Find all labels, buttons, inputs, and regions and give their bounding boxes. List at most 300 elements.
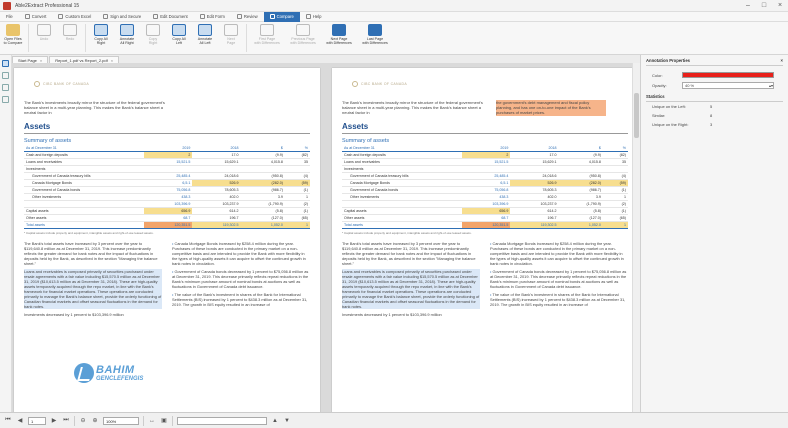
- cell: 17.0: [192, 151, 240, 158]
- row-label: Loans and receivables: [342, 158, 462, 165]
- menu-convert[interactable]: [19, 12, 53, 22]
- menu-edit-document[interactable]: [147, 12, 193, 22]
- cell: 526.9: [192, 179, 240, 186]
- next-page-diff-icon: [332, 24, 346, 36]
- intro-paragraph: The Bank's investments broadly mirror the structure of the federal government's balance sheet in a multi-year planning. This makes the Bank's balance sheet a neutral factor in: [24, 100, 165, 116]
- search-next-icon[interactable]: ▼: [284, 417, 290, 424]
- cell: 68.7: [144, 214, 192, 221]
- statistics-title-text: Statistics: [646, 94, 665, 99]
- stat-row: [652, 120, 783, 129]
- next-page-button[interactable]: [219, 24, 243, 45]
- cell: 25,485.4: [144, 172, 192, 179]
- document-tabs: [12, 55, 640, 63]
- stat-row: [652, 102, 783, 111]
- bullet-paragraph: • Government of Canada bonds decreased by 1 percent to $75,056.8 million as at December 31, 2019. This decrease primarily reflects repeat reductions in the Bank's minimum purchase amount of nominal bonds at auctions as well as fluctuations in Government of Canada debt issuance.: [490, 269, 628, 289]
- row-label: Cash and foreign deposits: [342, 151, 462, 158]
- table-header-cell: %: [285, 145, 310, 152]
- right-document-page: [332, 68, 638, 412]
- table-row: [342, 214, 628, 221]
- bank-logo: [34, 80, 310, 88]
- table-header-cell: 2019: [144, 145, 192, 152]
- table-row: [342, 193, 628, 200]
- color-swatch[interactable]: [682, 72, 774, 78]
- page-number-field[interactable]: 1: [28, 417, 46, 425]
- tab-start-page[interactable]: [12, 56, 48, 63]
- cell: (82): [603, 151, 628, 158]
- last-page-icon[interactable]: ⏭: [63, 417, 69, 423]
- cell: 3.9: [241, 193, 285, 200]
- table-header-cell: %: [603, 145, 628, 152]
- minimize-icon[interactable]: –: [746, 1, 750, 9]
- cell: (127.0): [241, 214, 285, 221]
- next-page-icon[interactable]: ▶: [51, 418, 57, 424]
- summary-heading: Summary of assets: [342, 137, 390, 144]
- table-row: [24, 214, 310, 221]
- row-label: Other investments: [24, 193, 144, 200]
- row-label: Loans and receivables: [24, 158, 144, 165]
- cell: 656.9: [144, 207, 192, 214]
- bank-logo-text: CIBC BANK OF CANADA: [361, 82, 407, 86]
- row-label: Cash and foreign deposits: [24, 151, 144, 158]
- row-label: Other assets: [342, 214, 462, 221]
- table-header-cell: 2018: [192, 145, 240, 152]
- table-header-cell: 2018: [510, 145, 558, 152]
- table-row: [24, 179, 310, 186]
- cell: (65): [285, 214, 310, 221]
- cell: 119,302.5: [510, 221, 558, 228]
- body-column-right: [490, 241, 628, 320]
- cell: 15,521.5: [462, 158, 510, 165]
- cell: 1: [285, 193, 310, 200]
- undo-button[interactable]: [32, 24, 56, 41]
- cell: [285, 165, 310, 172]
- excel-icon: [58, 14, 63, 19]
- status-divider: [143, 416, 144, 426]
- copy-all-left-icon: [172, 24, 186, 36]
- spinner-arrows-icon[interactable]: ▴▾: [768, 82, 773, 88]
- row-label: Canada Mortgage Bonds: [24, 179, 144, 186]
- title-bar: [0, 0, 788, 12]
- cell: 196.7: [510, 214, 558, 221]
- statistics-title: [646, 94, 783, 102]
- stat-label: Similar:: [652, 113, 666, 118]
- zoom-in-icon[interactable]: ⊕: [92, 418, 98, 424]
- undo-label: Undo: [39, 37, 49, 41]
- form-icon: [200, 14, 205, 19]
- color-label: Color:: [652, 72, 663, 78]
- cell: 75,056.8: [462, 186, 510, 193]
- cell: (1,790.9): [241, 200, 285, 207]
- watermark-line2: GENCLEFENGIS: [96, 376, 144, 382]
- prev-page-diff-button[interactable]: [286, 24, 320, 45]
- cell: 25,485.4: [462, 172, 510, 179]
- stat-row: [652, 111, 783, 120]
- attachments-icon[interactable]: [2, 96, 9, 103]
- body-paragraph: Loans and receivables is composed primarily of securities purchased under resale agreements with a fair value including $15,570.5 million as at December 31, 2019 ($10,613.5 million as at December 31, 2018). These are high-quality assets temporarily acquired through the repo market, in line with the Bank's framework for financial market operations. These operations are conducted primarily to manage the Bank's balance sheet, provide the orderly functioning of Canadian financial markets and offset seasonal fluctuations in the demand for bank notes.: [342, 268, 480, 309]
- cell: 120,351.5: [144, 221, 192, 228]
- row-label: Government of Canada bonds: [24, 186, 144, 193]
- body-paragraph: The Bank's total assets have increased by 3 percent over the year to $119,640.8 million as at December 31, 2019. This increase predominantly reflects the greater demand for bank notes and the impact of fluctuations in deposits held by the Bank, as described in the section "Managing the balance sheet.": [24, 240, 158, 266]
- panel-close-icon[interactable]: ×: [780, 58, 783, 63]
- cell: 1,052.0: [241, 221, 285, 228]
- redo-button[interactable]: [58, 24, 82, 41]
- sign-icon: [103, 14, 108, 19]
- search-field[interactable]: [177, 417, 267, 425]
- intro-highlight-difference[interactable]: the government's debt management and fiscal policy planning, and has one on-to-one impact of the Bank's purchases of market prices.: [496, 100, 606, 116]
- cell: 196.7: [192, 214, 240, 221]
- menu-sign-secure-label: Sign and Secure: [110, 13, 142, 19]
- cell: (5.8): [241, 207, 285, 214]
- bullet-paragraph: • Canada Mortgage Bonds increased by $258.4 million during the year. Purchases of these bonds are conducted in the primary market on a non-competitive basis and are intended to provide the Bank with more flexibility in the types of high-quality assets it can acquire to offset the continued growth in bank notes in circulation.: [172, 241, 310, 266]
- cell: 15,521.5: [144, 158, 192, 165]
- opacity-spinbox[interactable]: [682, 82, 774, 89]
- menu-convert-label: Convert: [31, 13, 47, 19]
- cell: (1): [285, 207, 310, 214]
- row-label: Government of Canada treasury bills: [342, 172, 462, 179]
- panel-title: [646, 58, 783, 66]
- cell: 3.9: [559, 193, 603, 200]
- last-page-diff-label: Last Page with Differences: [362, 37, 388, 46]
- cell: (950.8): [559, 172, 603, 179]
- convert-icon: [25, 14, 30, 19]
- table-row: [24, 186, 310, 193]
- cell: (1): [603, 207, 628, 214]
- copy-all-right-icon: [94, 24, 108, 36]
- cell: 1,052.0: [559, 221, 603, 228]
- menu-help-label: Help: [312, 13, 322, 19]
- previous-page-icon[interactable]: ◀: [17, 418, 23, 424]
- assets-table: [342, 145, 628, 229]
- cell: 1: [603, 193, 628, 200]
- cell: 1: [285, 221, 310, 228]
- body-paragraph: Investments decreased by 1 percent to $103,396.9 million: [342, 311, 442, 317]
- open-files-button[interactable]: [1, 24, 25, 45]
- edit-document-icon: [153, 14, 158, 19]
- cell: 75,056.8: [144, 186, 192, 193]
- menu-bar: [0, 12, 788, 22]
- menu-file[interactable]: [0, 12, 19, 22]
- zoom-out-icon[interactable]: ⊖: [80, 418, 86, 424]
- next-page-diff-button[interactable]: [322, 24, 356, 45]
- watermark-line1: BAHIM: [96, 364, 135, 376]
- cell: 614.2: [510, 207, 558, 214]
- cell: 402.0: [192, 193, 240, 200]
- cell: 1: [603, 221, 628, 228]
- vertical-scrollbar[interactable]: [632, 63, 640, 412]
- cell: [144, 165, 192, 172]
- cell: [559, 165, 603, 172]
- table-row: [24, 165, 310, 172]
- cell: [192, 165, 240, 172]
- cell: [462, 165, 510, 172]
- table-header-cell: 2019: [462, 145, 510, 152]
- previous-page-icon: [296, 24, 310, 36]
- status-divider: [74, 416, 75, 426]
- intro-block: [342, 100, 628, 116]
- bullet-paragraph: • Canada Mortgage Bonds increased by $258.4 million during the year. Purchases of these bonds are conducted in the primary market on a non-competitive basis and are intended to provide the Bank with more flexibility in the types of high-quality assets it can acquire to offset the continued growth in bank notes in circulation.: [490, 241, 628, 266]
- cell: 6,5.1: [462, 179, 510, 186]
- table-total-row: [24, 221, 310, 228]
- annotate-all-right-icon: [120, 24, 134, 36]
- table-total-row: [342, 221, 628, 228]
- ribbon-divider: [246, 24, 247, 52]
- stat-label: Unique on the Right:: [652, 122, 689, 127]
- stat-label: Unique on the Left:: [652, 104, 686, 109]
- window-title: Able2Extract Professional 15: [15, 2, 80, 9]
- summary-heading: Summary of assets: [24, 137, 72, 144]
- cell: 78,605.3: [192, 186, 240, 193]
- status-divider: [172, 416, 173, 426]
- watermark-logo: [74, 363, 143, 383]
- cell: (82): [285, 151, 310, 158]
- body-column-right: [172, 241, 310, 320]
- redo-label: Redo: [65, 37, 75, 41]
- panel-title-text: Annotation Properties: [646, 58, 690, 63]
- stat-value: 5: [710, 104, 713, 109]
- first-page-icon[interactable]: ⏮: [5, 417, 11, 423]
- cell: (986.7): [241, 186, 285, 193]
- intro-paragraph: The Bank's investments broadly mirror the structure of the federal government's balance sheet in a multi-year planning. This makes the Bank's balance sheet a neutral factor in: [342, 100, 483, 116]
- help-icon: [306, 14, 311, 19]
- compare-document-area: [12, 63, 640, 412]
- table-header-cell: As at December 31: [342, 145, 462, 152]
- color-row: [652, 70, 783, 80]
- cell: 15,629.1: [510, 158, 558, 165]
- cell: 2: [462, 151, 510, 158]
- table-row: [24, 172, 310, 179]
- bank-seal-icon: [352, 81, 358, 87]
- menu-review-label: Review: [243, 13, 258, 19]
- table-row: [24, 151, 310, 158]
- menu-file-label: File: [6, 13, 13, 19]
- compare-icon: [270, 14, 275, 19]
- bank-logo-text: CIBC BANK OF CANADA: [43, 82, 89, 86]
- row-label: [342, 200, 462, 207]
- cell: 24,018.6: [510, 172, 558, 179]
- cell: [603, 165, 628, 172]
- open-files-label: Open Files to Compare: [3, 37, 23, 46]
- cell: 17.0: [510, 151, 558, 158]
- menu-review[interactable]: [231, 12, 264, 22]
- ribbon-toolbar: [0, 22, 788, 55]
- row-label: Canada Mortgage Bonds: [342, 179, 462, 186]
- cell: (1): [603, 186, 628, 193]
- cell: (9.9): [241, 151, 285, 158]
- table-row: [24, 158, 310, 165]
- watermark-text: [96, 364, 143, 382]
- cell: 103,237.9: [192, 200, 240, 207]
- copy-all-right-label: Copy All Right: [94, 37, 108, 46]
- menu-edit-form[interactable]: [194, 12, 231, 22]
- bullet-paragraph: • Government of Canada bonds decreased by 1 percent to $75,056.8 million as at December 31, 2019. This decrease primarily reflects repeat reductions in the Bank's minimum purchase amount of nominal bonds at auctions as well as fluctuations in Government of Canada debt issuance.: [172, 269, 310, 289]
- last-page-diff-icon: [368, 24, 382, 36]
- table-row: [342, 179, 628, 186]
- cell: 2: [144, 151, 192, 158]
- search-previous-icon[interactable]: ▲: [272, 417, 278, 424]
- cell: 120,351.5: [462, 221, 510, 228]
- prev-page-diff-label: Previous Page with Differences: [290, 37, 316, 46]
- copy-right-button[interactable]: [141, 24, 165, 45]
- cell: (5.8): [559, 207, 603, 214]
- cell: [510, 165, 558, 172]
- row-label: Government of Canada bonds: [342, 186, 462, 193]
- next-page-label: Next Page: [226, 37, 236, 46]
- cell: 24,018.6: [192, 172, 240, 179]
- folder-icon: [6, 24, 20, 36]
- table-footnote: * Capital assets include property and equipment, intangible assets and right-of-use leased assets.: [342, 230, 472, 235]
- body-paragraph: The Bank's total assets have increased by 3 percent over the year to $119,640.8 million as at December 31, 2019. This increase predominantly reflects the greater demand for bank notes and the impact of fluctuations in deposits held by the Bank, as described in the section "Managing the balance sheet.": [342, 240, 476, 266]
- cell: 35: [285, 158, 310, 165]
- close-tab-icon[interactable]: ×: [39, 57, 43, 63]
- menu-compare-label: Compare: [276, 13, 294, 19]
- body-column-left: [24, 241, 162, 320]
- menu-help[interactable]: [300, 12, 328, 22]
- close-tab-icon[interactable]: ×: [110, 57, 114, 63]
- assets-table: [24, 145, 310, 229]
- bank-logo: [352, 80, 628, 88]
- fit-width-icon[interactable]: ↔: [149, 417, 155, 424]
- tab-compare-report[interactable]: [49, 56, 119, 63]
- table-row: [24, 200, 310, 207]
- row-label: Government of Canada treasury bills: [24, 172, 144, 179]
- tab-start-page-label: Start Page: [18, 57, 37, 63]
- cell: (1): [285, 186, 310, 193]
- cell: [241, 165, 285, 172]
- first-page-diff-button[interactable]: [250, 24, 284, 45]
- cell: 103,396.9: [144, 200, 192, 207]
- status-bar: [0, 412, 788, 428]
- scrollbar-thumb[interactable]: [634, 93, 639, 138]
- bank-seal-icon: [34, 81, 40, 87]
- table-header-cell: $: [241, 145, 285, 152]
- cell: (2): [285, 200, 310, 207]
- zoom-select[interactable]: 100%: [103, 417, 139, 425]
- copy-right-label: Copy Right: [148, 37, 158, 46]
- annotate-all-left-icon: [198, 24, 212, 36]
- pages-icon[interactable]: [2, 72, 9, 79]
- undo-icon: [37, 24, 51, 36]
- opacity-label: Opacity:: [652, 82, 667, 88]
- annotate-all-left-label: Annotate All Left: [197, 37, 213, 46]
- cell: 35: [603, 158, 628, 165]
- cell: 119,302.5: [192, 221, 240, 228]
- last-page-diff-button[interactable]: [358, 24, 392, 45]
- row-label: Investments: [342, 165, 462, 172]
- annotation-properties-panel: [640, 55, 788, 412]
- cell: (1,790.9): [559, 200, 603, 207]
- table-row: [342, 172, 628, 179]
- row-label: Capital assets: [24, 207, 144, 214]
- cell: 103,237.9: [510, 200, 558, 207]
- cell: (2): [603, 200, 628, 207]
- stat-value: 8: [710, 113, 713, 118]
- table-row: [24, 193, 310, 200]
- cell: 438.3: [144, 193, 192, 200]
- next-page-diff-label: Next Page with Differences: [326, 37, 352, 46]
- opacity-row: [652, 80, 783, 90]
- annotate-all-left-button[interactable]: [193, 24, 217, 45]
- maximize-icon[interactable]: □: [761, 1, 767, 9]
- cell: 15,629.1: [192, 158, 240, 165]
- cell: (986.7): [559, 186, 603, 193]
- cell: (59): [285, 179, 310, 186]
- bookmarks-icon[interactable]: [2, 84, 9, 91]
- compare-view-icon[interactable]: [2, 60, 9, 67]
- table-footnote: * Capital assets include property and equipment, intangible assets and right-of-use leased assets.: [24, 230, 154, 235]
- body-paragraph: Loans and receivables is composed primarily of securities purchased under resale agreements with a fair value including $15,570.5 million as at December 31, 2019 ($10,613.5 million as at December 31, 2018). These are high-quality assets temporarily acquired through the repo market, in line with the Bank's framework for financial market operations. These operations are conducted primarily to manage the Bank's balance sheet, provide the orderly functioning of Canadian financial markets and offset seasonal fluctuations in the demand for bank notes.: [24, 268, 162, 309]
- watermark-icon: [74, 363, 94, 383]
- body-paragraph: Investments decreased by 1 percent to $103,396.9 million: [24, 311, 124, 317]
- ribbon-divider: [85, 24, 86, 52]
- cell: (127.0): [559, 214, 603, 221]
- copy-all-right-button[interactable]: [89, 24, 113, 45]
- review-icon: [237, 14, 242, 19]
- cell: 4,015.8: [241, 158, 285, 165]
- cell: 614.2: [192, 207, 240, 214]
- table-row: [342, 200, 628, 207]
- cell: (950.8): [241, 172, 285, 179]
- cell: 526.9: [510, 179, 558, 186]
- cell: 438.3: [462, 193, 510, 200]
- annotate-all-right-label: Annotate All Right: [119, 37, 135, 46]
- copy-right-icon: [146, 24, 160, 36]
- bullet-paragraph: • The value of the Bank's investment in shares of the Bank for International Settlements (BIS) increased by 1 percent to $438.3 million as at December 31, 2019. The growth in BIS equity resulted in an increase of: [172, 292, 310, 307]
- table-row: [342, 165, 628, 172]
- cell: (282.0): [559, 179, 603, 186]
- close-icon[interactable]: ×: [777, 1, 783, 9]
- table-header-cell: $: [559, 145, 603, 152]
- first-page-diff-label: First Page with Differences: [254, 37, 280, 46]
- table-row: [24, 207, 310, 214]
- body-columns: [24, 241, 310, 320]
- menu-custom-excel[interactable]: [52, 12, 97, 22]
- first-page-icon: [260, 24, 274, 36]
- cell: 6,5.1: [144, 179, 192, 186]
- table-row: [342, 151, 628, 158]
- table-row: [342, 186, 628, 193]
- copy-all-left-button[interactable]: [167, 24, 191, 45]
- tab-compare-report-label: Report_1.pdf vs Report_2.pdf: [55, 57, 108, 63]
- menu-compare[interactable]: [264, 12, 300, 22]
- window-controls: [740, 0, 788, 12]
- cell: (65): [603, 214, 628, 221]
- cell: 656.9: [462, 207, 510, 214]
- row-label: Other investments: [342, 193, 462, 200]
- stat-value: 3: [710, 122, 713, 127]
- menu-edit-form-label: Edit Form: [206, 13, 225, 19]
- menu-sign-secure[interactable]: [97, 12, 147, 22]
- app-logo-icon: [3, 2, 11, 10]
- body-columns: [342, 241, 628, 320]
- cell: 103,396.9: [462, 200, 510, 207]
- cell: (9.9): [559, 151, 603, 158]
- table-row: [342, 158, 628, 165]
- table-header-cell: As at December 31: [24, 145, 144, 152]
- cell: (4): [285, 172, 310, 179]
- row-label: [24, 200, 144, 207]
- cell: 78,605.3: [510, 186, 558, 193]
- fit-page-icon[interactable]: ▣: [161, 418, 167, 424]
- cell: 68.7: [462, 214, 510, 221]
- cell: (282.0): [241, 179, 285, 186]
- redo-icon: [63, 24, 77, 36]
- menu-edit-document-label: Edit Document: [160, 13, 188, 19]
- section-heading: Assets: [342, 122, 628, 134]
- row-label: Total assets: [342, 221, 462, 228]
- section-heading: Assets: [24, 122, 310, 134]
- annotate-all-right-button[interactable]: [115, 24, 139, 45]
- left-sidebar: [0, 55, 12, 412]
